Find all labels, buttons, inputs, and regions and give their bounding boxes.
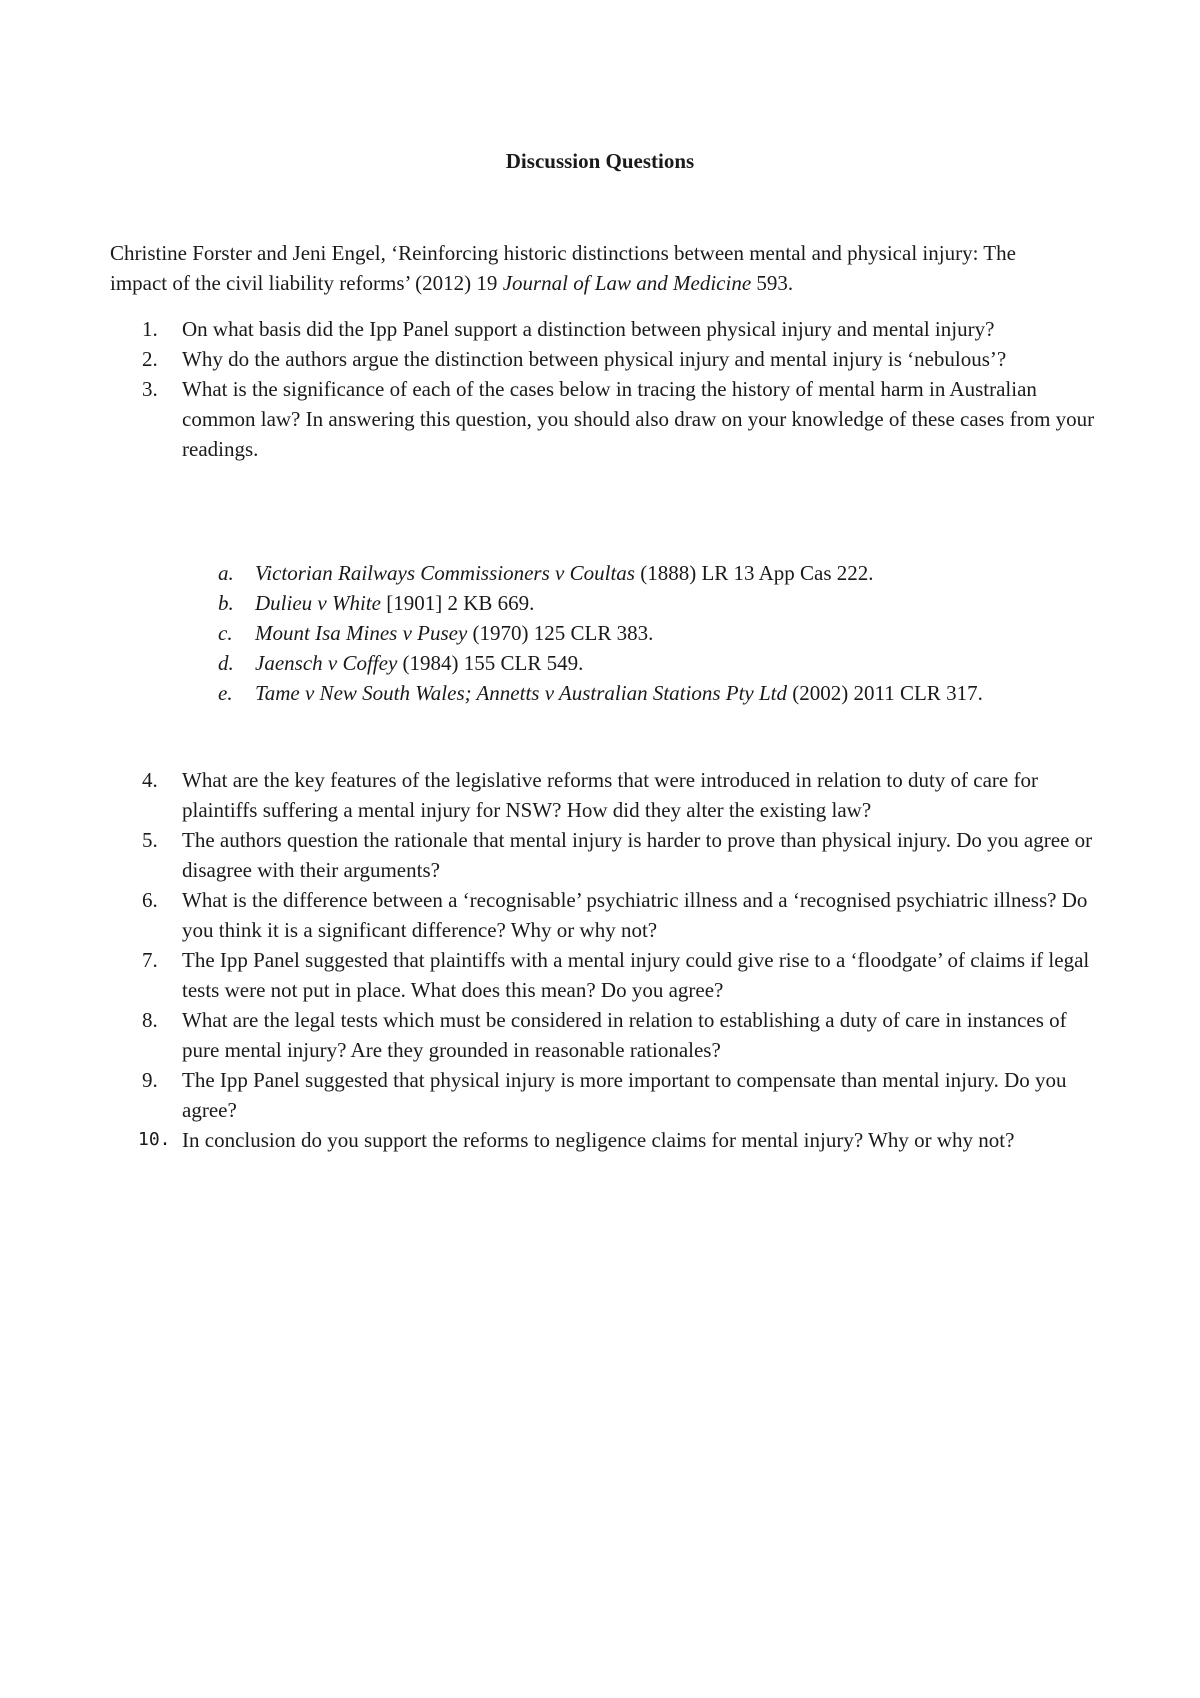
page-title: Discussion Questions [505,149,695,173]
question-number: 6. [142,888,158,912]
question-item [110,1125,1100,1155]
case-citation: (2002) 2011 CLR 317. [787,681,983,705]
case-citation: (1984) 155 CLR 549. [397,651,584,675]
article-citation [110,238,1070,298]
question-item [110,1005,1100,1065]
question-number: 10. [138,1129,171,1150]
question-number: 4. [142,768,158,792]
case-citation: (1888) LR 13 App Cas 222. [634,561,874,585]
case-name: Dulieu v White [255,591,381,615]
question-number: 1. [142,317,158,341]
case-letter: d. [218,651,234,675]
question-text: What is the significance of each of the cases below in tracing the history of mental harm in Australian common law? In answering this question, you should also draw on your knowledge of these cases from your readings. [182,377,1095,461]
question-text: What are the legal tests which must be considered in relation to establishing a duty of care in instances of pure mental injury? Are they grounded in reasonable rationales? [182,1008,1067,1062]
question-text: On what basis did the Ipp Panel support a distinction between physical injury and mental injury? [182,317,995,341]
case-name: Jaensch v Coffey [255,651,398,675]
question-item [110,1065,1100,1125]
case-name: Mount Isa Mines v Pusey [255,621,468,645]
case-item [110,558,1100,588]
question-item [110,765,1100,825]
citation-journal: Journal of Law and Medicine [502,271,752,295]
question-text: The authors question the rationale that mental injury is harder to prove than physical injury. Do you agree or disagree with their arguments? [182,828,1093,882]
case-item [110,588,1100,618]
question-number: 7. [142,948,158,972]
case-list [110,558,1100,708]
question-item [110,945,1100,1005]
question-text: What are the key features of the legislative reforms that were introduced in relation to duty of care for plaintiffs suffering a mental injury for NSW? How did they alter the existing law? [182,768,1038,822]
question-list-part-1 [110,314,1100,464]
case-citation: [1901] 2 KB 669. [380,591,535,615]
case-name: Tame v New South Wales; Annetts v Australian Stations Pty Ltd [255,681,788,705]
citation-text: Christine Forster and Jeni Engel, ‘Reinforcing historic distinctions between mental and physical injury: The impact of the civil liability reforms’ (2012) 19 [110,241,1016,295]
case-letter: b. [218,591,234,615]
case-letter: c. [218,621,233,645]
case-item [110,618,1100,648]
case-letter: a. [218,561,234,585]
question-text: The Ipp Panel suggested that plaintiffs with a mental injury could give rise to a ‘floodgate’ of claims if legal tests were not put in place. What does this mean? Do you agree? [182,948,1090,1002]
question-number: 8. [142,1008,158,1032]
case-name: Victorian Railways Commissioners v Coultas [255,561,635,585]
question-number: 9. [142,1068,158,1092]
question-number: 2. [142,347,158,371]
question-text: In conclusion do you support the reforms to negligence claims for mental injury? Why or why not? [182,1128,1015,1152]
question-item [110,885,1100,945]
case-letter: e. [218,681,233,705]
case-item [110,678,1100,708]
question-item [110,825,1100,885]
question-text: The Ipp Panel suggested that physical injury is more important to compensate than mental injury. Do you agree? [182,1068,1067,1122]
question-item [110,344,1100,374]
question-text: What is the difference between a ‘recognisable’ psychiatric illness and a ‘recognised psychiatric illness? Do you think it is a significant difference? Why or why not? [182,888,1088,942]
question-text: Why do the authors argue the distinction between physical injury and mental injury is ‘nebulous’? [182,347,1007,371]
case-citation: (1970) 125 CLR 383. [467,621,654,645]
question-number: 3. [142,377,158,401]
question-item [110,314,1100,344]
question-list-part-2 [110,765,1100,1155]
question-number: 5. [142,828,158,852]
case-item [110,648,1100,678]
citation-page: 593. [751,271,794,295]
question-item [110,374,1100,464]
